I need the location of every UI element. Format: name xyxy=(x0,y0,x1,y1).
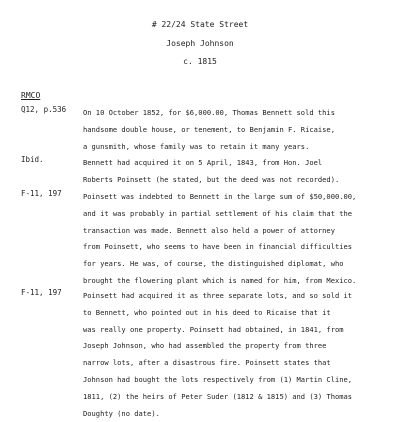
entry-text-line: and it was probably in partial settlement of his claim that the xyxy=(83,208,353,218)
entry-text-line: Poinsett had acquired it as three separate lots, and so sold it xyxy=(83,291,353,300)
entry-text-line: brought the flowering plant which is named for him, from Mexico. xyxy=(83,275,357,285)
entry-text-line: handsome double house, or tenement, to Benjamin F. Ricaise, xyxy=(83,124,335,134)
entry-reference: Ibid. xyxy=(21,155,44,164)
owner-name: Joseph Johnson xyxy=(166,39,234,48)
entry-text-line: from Poinsett, who seems to have been in financial difficulties xyxy=(83,242,353,252)
entry-text-line: Joseph Johnson, who had assembled the property from three xyxy=(83,341,327,351)
entry-text-line: a gunsmith, whose family was to retain it many years. xyxy=(83,141,310,151)
entry-text-line: narrow lots, after a disastrous fire. Poinsett states that xyxy=(83,358,331,368)
entry-text-line: Doughty (no date). xyxy=(83,408,160,418)
entry-text xyxy=(83,288,398,422)
entry-text-line: for years. He was, of course, the distinguished diplomat, who xyxy=(83,259,344,269)
entry-text-line: to Bennett, who pointed out in his deed to Ricaise that it xyxy=(83,307,331,317)
entry-text-line: 1811, (2) the heirs of Peter Suder (1812 & 1815) and (3) Thomas xyxy=(83,391,353,401)
entry-text-line: was really one property. Poinsett had obtained, in 1841, from xyxy=(83,324,344,334)
entry-text xyxy=(83,189,398,290)
entry-text-line: Johnson had bought the lots respectively from (1) Martin Cline, xyxy=(83,374,353,384)
property-address: # 22/24 State Street xyxy=(151,20,249,29)
entry-text-line: On 10 October 1852, for $6,000.00, Thomas Bennett sold this xyxy=(83,108,335,117)
construction-date: c. 1815 xyxy=(183,57,217,66)
entry-reference: Q12, p.536 xyxy=(21,105,67,114)
entry-text-line: Bennett had acquired it on 5 April, 1843, from Hon. Joel xyxy=(83,158,323,167)
entry-reference: F-11, 197 xyxy=(21,189,62,198)
entry-text-line: Poinsett was indebted to Bennett in the large sum of $50,000.00, xyxy=(83,192,357,201)
entry-text xyxy=(83,155,398,189)
entry-text-line: Roberts Poinsett (he stated, but the deed was not recorded). xyxy=(83,174,340,184)
entry-text-line: transaction was made. Bennett also held a power of attorney xyxy=(83,225,335,235)
entry-reference: F-11, 197 xyxy=(21,288,62,297)
section-label: RMCO xyxy=(21,91,41,100)
entry-text xyxy=(83,105,398,155)
